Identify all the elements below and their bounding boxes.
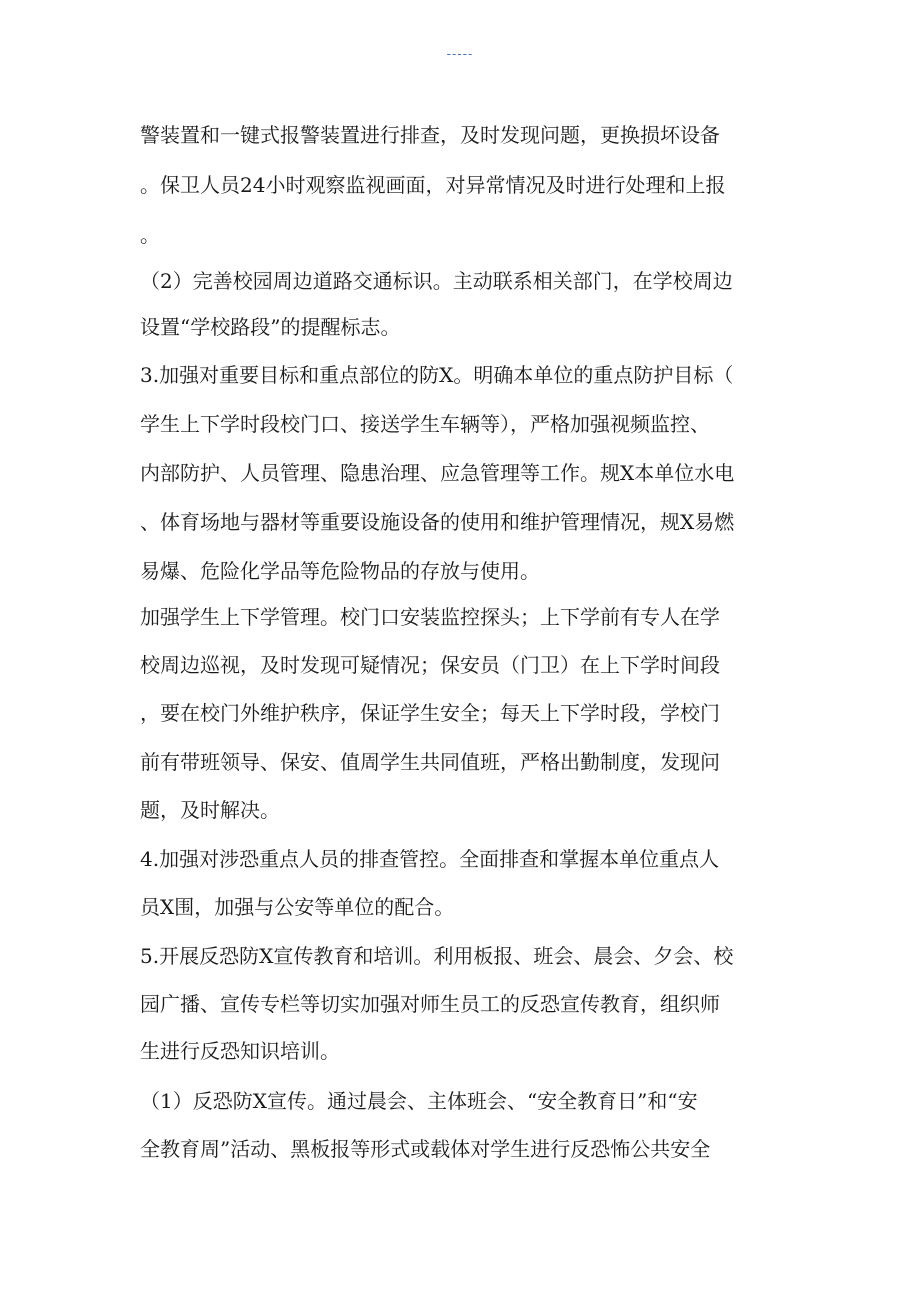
text-line: 4.加强对涉恐重点人员的排查管控。全面排查和掌握本单位重点人 — [140, 847, 720, 871]
text-line: （1）反恐防X宣传。通过晨会、主体班会、“安全教育日”和“安 — [140, 1089, 698, 1113]
text-line: 内部防护、人员管理、隐患治理、应急管理等工作。规X本单位水电 — [140, 461, 735, 485]
text-line: 、体育场地与器材等重要设施设备的使用和维护管理情况，规X易燃 — [140, 510, 735, 534]
text-line: 。保卫人员24小时观察监视画面，对异常情况及时进行处理和上报 — [140, 173, 726, 197]
text-line: 易爆、危险化学品等危险物品的存放与使用。 — [140, 559, 540, 583]
text-line: 5.开展反恐防X宣传教育和培训。利用板报、班会、晨会、夕会、校 — [140, 944, 734, 968]
header-mark: ----- — [446, 46, 474, 61]
text-line: 警装置和一键式报警装置进行排查，及时发现问题，更换损坏设备 — [140, 123, 720, 147]
text-line: 园广播、宣传专栏等切实加强对师生员工的反恐宣传教育，组织师 — [140, 992, 720, 1016]
text-line: 校周边巡视，及时发现可疑情况；保安员（门卫）在上下学时间段 — [140, 653, 720, 677]
text-line: 设置“学校路段”的提醒标志。 — [140, 315, 401, 339]
text-line: 加强学生上下学管理。校门口安装监控探头；上下学前有专人在学 — [140, 605, 720, 629]
text-line: 题，及时解决。 — [140, 798, 280, 822]
text-line: （2）完善校园周边道路交通标识。主动联系相关部门，在学校周边 — [140, 269, 733, 293]
text-line: 生进行反恐知识培训。 — [140, 1039, 340, 1063]
text-line: 全教育周”活动、黑板报等形式或载体对学生进行反恐怖公共安全 — [140, 1137, 711, 1161]
text-line: ，要在校门外维护秩序，保证学生安全；每天上下学时段，学校门 — [140, 701, 720, 725]
text-line: 学生上下学时段校门口、接送学生车辆等），严格加强视频监控、 — [140, 412, 710, 436]
text-line: 员X围，加强与公安等单位的配合。 — [140, 895, 455, 919]
text-line: 前有带班领导、保安、值周学生共同值班，严格出勤制度，发现问 — [140, 750, 720, 774]
text-line: 3.加强对重要目标和重点部位的防X。明确本单位的重点防护目标（ — [140, 363, 734, 387]
text-line: 。 — [140, 223, 160, 247]
